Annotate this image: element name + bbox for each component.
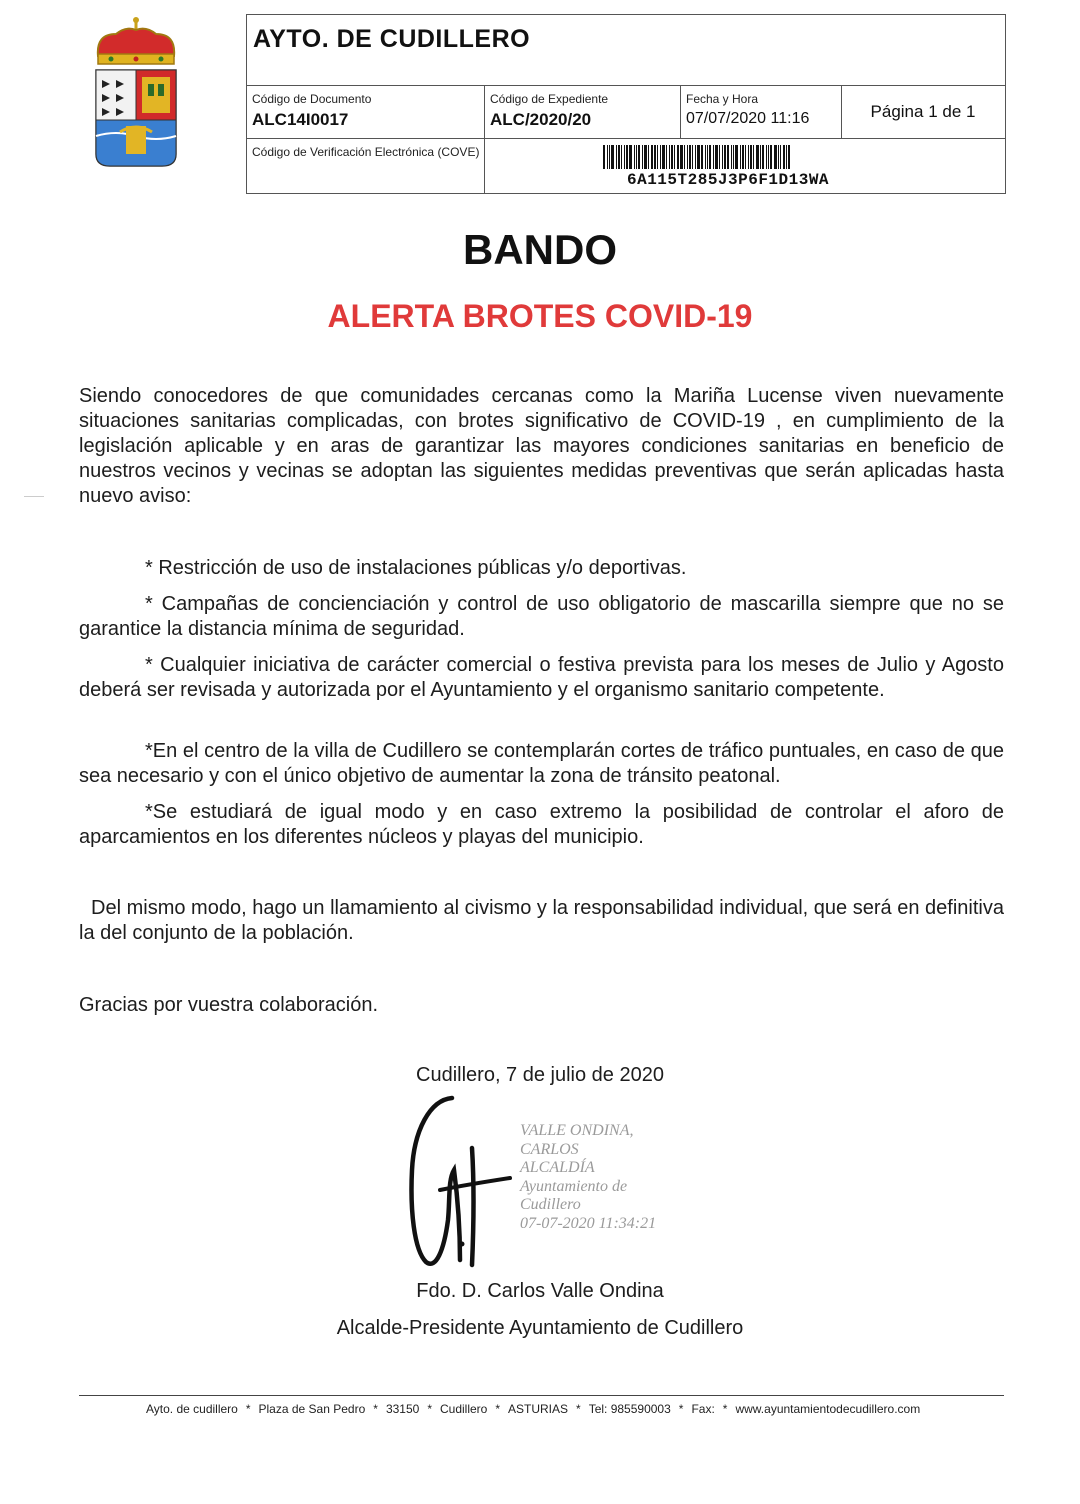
stamp-line: CARLOS <box>520 1140 579 1158</box>
barcode-bar <box>671 145 673 169</box>
barcode-bar <box>669 145 670 169</box>
footer-sep: * <box>495 1402 501 1416</box>
barcode-bar <box>768 145 769 169</box>
barcode-bar <box>753 145 754 169</box>
stamp-line: 07-07-2020 11:34:21 <box>520 1214 657 1232</box>
barcode-bar <box>621 145 622 169</box>
footer-item: 33150 <box>385 1402 420 1416</box>
cove-code: 6A115T285J3P6F1D13WA <box>627 171 830 189</box>
barcode-bar <box>687 145 688 169</box>
date-cell <box>680 86 841 138</box>
barcode-bar <box>677 145 679 169</box>
coat-of-arms-icon <box>86 14 186 174</box>
footer-item: Plaza de San Pedro <box>258 1402 366 1416</box>
barcode-bar <box>705 145 706 169</box>
barcode-bar <box>642 145 643 169</box>
barcode-bar <box>766 145 767 169</box>
barcode-bar <box>695 145 696 169</box>
barcode-bar <box>722 145 723 169</box>
measure-item: * Campañas de concienciación y control de uso obligatorio de mascarilla siempre que no se garantice la distancia mínima de seguridad. <box>79 593 1004 640</box>
stamp-line: ALCALDÍA <box>520 1159 595 1176</box>
barcode-bar <box>715 145 718 169</box>
measure-item: * Restricción de uso de instalaciones públicas y/o deportivas. <box>145 557 687 579</box>
footer-sep: * <box>576 1402 581 1416</box>
barcode-bar <box>713 145 714 169</box>
barcode-bar <box>780 145 781 169</box>
stamp-line: Ayuntamiento de <box>520 1177 628 1195</box>
barcode-bar <box>778 145 779 169</box>
barcode-bar <box>742 145 744 169</box>
footer-item: Tel: 985590003 <box>588 1402 671 1416</box>
place-date: Cudillero, 7 de julio de 2020 <box>416 1064 664 1086</box>
barcode-bar <box>680 145 683 169</box>
cove-divider <box>484 137 485 193</box>
footer-address <box>146 1402 920 1416</box>
barcode-bar <box>654 145 656 169</box>
page-title: BANDO <box>463 226 617 273</box>
barcode-bar <box>611 145 614 169</box>
barcode-bar <box>760 145 761 169</box>
barcode-bar <box>770 145 772 169</box>
barcode-bar <box>750 145 752 169</box>
document-header <box>246 14 1006 194</box>
doc-code-cell <box>247 86 484 138</box>
stamp-line: Cudillero <box>520 1196 581 1213</box>
barcode-bar <box>603 145 605 169</box>
barcode-bar <box>662 145 665 169</box>
barcode-bar <box>727 145 729 169</box>
barcode-bar <box>609 145 610 169</box>
signer-name: Fdo. D. Carlos Valle Ondina <box>416 1280 664 1302</box>
barcode-bar <box>626 145 628 169</box>
exp-code-cell <box>484 86 680 138</box>
cove-label: Código de Verificación Electrónica (COVE) <box>252 145 480 159</box>
barcode-bar <box>745 145 746 169</box>
footer-item: Cudillero <box>439 1402 488 1416</box>
barcode-bar <box>674 145 675 169</box>
barcode-bar <box>733 145 734 169</box>
barcode-icon <box>603 145 889 169</box>
footer-divider <box>79 1395 1004 1396</box>
barcode-bar <box>644 145 647 169</box>
measure-item: * Cualquier iniciativa de carácter comercial o festiva prevista para los meses de Julio y Agosto deberá ser revisada y autorizada por el Ayuntamiento y el organismo sanitario competente. <box>79 654 1004 701</box>
date-label: Fecha y Hora <box>686 92 759 106</box>
barcode-bar <box>666 145 667 169</box>
barcode-bar <box>692 145 693 169</box>
barcode-bar <box>783 145 785 169</box>
barcode-bar <box>740 145 741 169</box>
date-value: 07/07/2020 11:16 <box>686 110 810 127</box>
barcode-bar <box>618 145 620 169</box>
barcode-bar <box>701 145 703 169</box>
barcode-bar <box>762 145 764 169</box>
barcode-bar <box>735 145 738 169</box>
footer-item: Fax: <box>691 1402 715 1416</box>
footer-sep: * <box>373 1402 378 1416</box>
barcode-bar <box>684 145 685 169</box>
footer-item: Ayto. de cudillero <box>146 1402 238 1416</box>
header-codes-row <box>247 85 1005 139</box>
barcode-bar <box>634 145 635 169</box>
barcode-bar <box>616 145 617 169</box>
measure-item: *En el centro de la villa de Cudillero se contemplarán cortes de tráfico puntuales, en caso de que sea necesario y con el único objetivo de aumentar la zona de tránsito peatonal. <box>79 740 1004 787</box>
footer-sep: * <box>245 1402 251 1416</box>
barcode-bar <box>731 145 732 169</box>
barcode-bar <box>748 145 749 169</box>
barcode-bar <box>774 145 777 169</box>
barcode-bar <box>629 145 632 169</box>
barcode-bar <box>788 145 790 169</box>
barcode-bar <box>648 145 649 169</box>
barcode-bar <box>607 145 608 169</box>
footer-sep: * <box>722 1402 728 1416</box>
measure-item: *Se estudiará de igual modo y en caso extremo la posibilidad de controlar el aforo de aparcamientos en los diferentes núcleos y playas del municipio. <box>79 801 1004 848</box>
org-name: AYTO. DE CUDILLERO <box>253 25 531 53</box>
doc-code-label: Código de Documento <box>252 92 372 106</box>
signature-stamp <box>520 1122 656 1233</box>
barcode-bar <box>786 145 787 169</box>
thanks-line: Gracias por vuestra colaboración. <box>79 994 379 1016</box>
barcode-bar <box>638 145 640 169</box>
barcode-bar <box>719 145 720 169</box>
barcode-bar <box>709 145 711 169</box>
footer-sep: * <box>427 1402 432 1416</box>
page-cell <box>841 86 1004 138</box>
margin-mark <box>24 496 44 497</box>
barcode-bar <box>756 145 759 169</box>
closing-paragraph: Del mismo modo, hago un llamamiento al civismo y la responsabilidad individual, que será en definitiva la del conjunto de la población. <box>79 897 1004 944</box>
signature-icon <box>400 1090 520 1270</box>
footer-sep: * <box>678 1402 684 1416</box>
signer-role: Alcalde-Presidente Ayuntamiento de Cudillero <box>336 1317 744 1339</box>
intro-paragraph: Siendo conocedores de que comunidades cercanas como la Mariña Lucense viven nuevamente situaciones sanitarias complicadas, con brotes significativo de COVID-19 , en cumplimiento de la legislación aplicable y en aras de garantizar las mayores condiciones sanitarias en beneficio de nuestros vecinos y vecinas se adoptan las siguientes medidas preventivas que serán aplicadas hasta nuevo aviso: <box>79 385 1004 507</box>
barcode-bar <box>697 145 700 169</box>
barcode-bar <box>707 145 708 169</box>
barcode-bar <box>636 145 637 169</box>
footer-website-link[interactable]: www.ayuntamientodecudillero.com <box>735 1402 921 1416</box>
barcode-bar <box>657 145 658 169</box>
barcode-bar <box>689 145 691 169</box>
barcode-bar <box>724 145 726 169</box>
exp-code-value: ALC/2020/20 <box>490 110 592 129</box>
barcode-bar <box>660 145 661 169</box>
exp-code-label: Código de Expediente <box>490 92 609 106</box>
barcode-bar <box>651 145 653 169</box>
footer-item: ASTURIAS <box>508 1402 569 1416</box>
stamp-line: VALLE ONDINA, <box>520 1122 634 1139</box>
barcode-bar <box>624 145 625 169</box>
doc-code-value: ALC14I0017 <box>252 110 349 129</box>
alert-subtitle: ALERTA BROTES COVID-19 <box>327 298 753 334</box>
page-number: Página 1 de 1 <box>870 102 976 121</box>
